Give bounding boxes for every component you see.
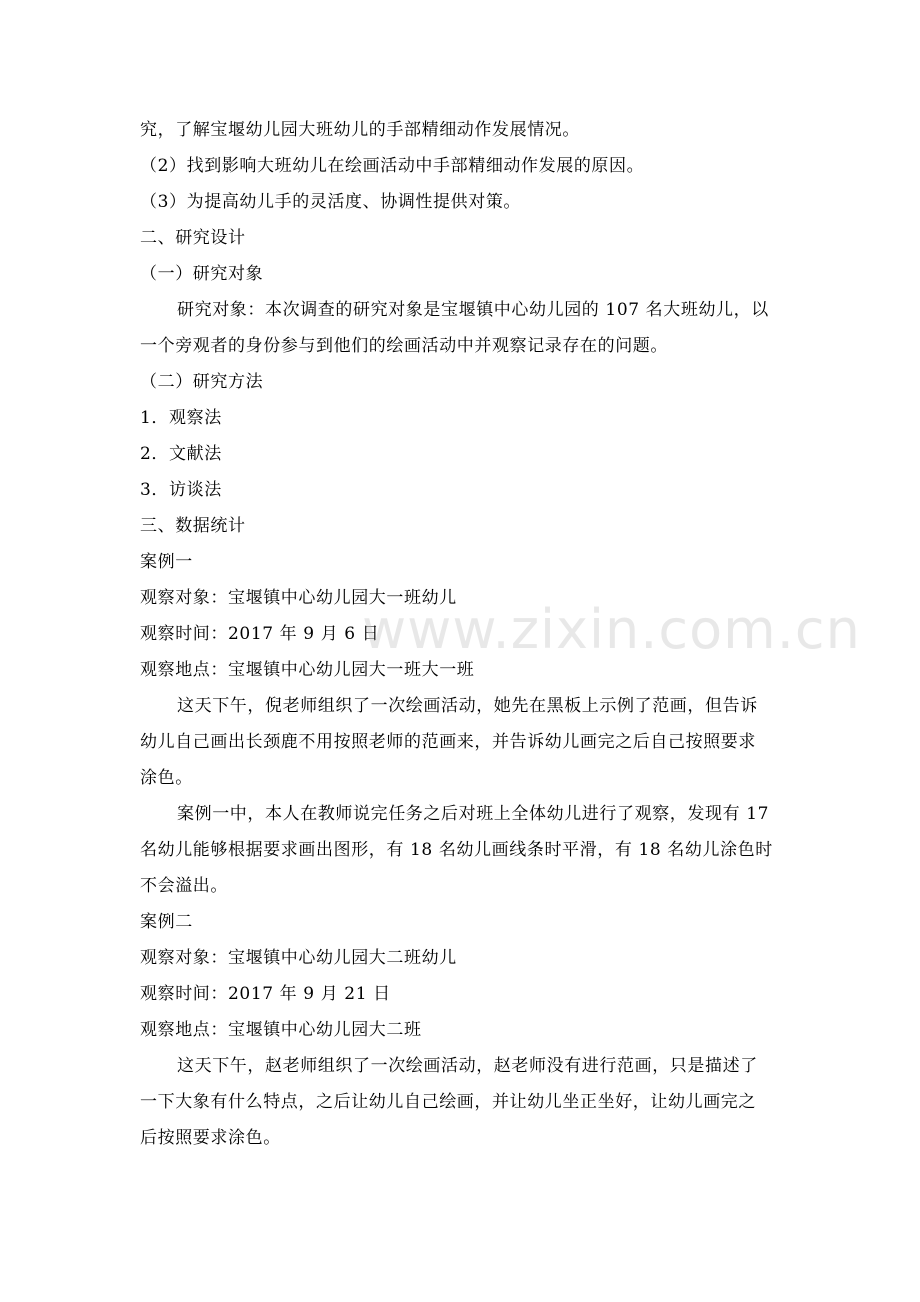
text-line: 幼儿自己画出长颈鹿不用按照老师的范画来，并告诉幼儿画完之后自己按照要求 bbox=[140, 732, 756, 752]
text-line: 究，了解宝堰幼儿园大班幼儿的手部精细动作发展情况。 bbox=[140, 120, 580, 140]
text-line: 研究对象：本次调查的研究对象是宝堰镇中心幼儿园的 107 名大班幼儿，以 bbox=[177, 300, 769, 320]
text-line: 观察对象：宝堰镇中心幼儿园大一班幼儿 bbox=[140, 588, 457, 608]
text-line: 观察时间：2017 年 9 月 6 日 bbox=[140, 624, 380, 644]
list-item: （3）为提高幼儿手的灵活度、协调性提供对策。 bbox=[140, 192, 522, 212]
text-line: 案例一中，本人在教师说完任务之后对班上全体幼儿进行了观察，发现有 17 bbox=[177, 804, 770, 824]
watermark: www.zixin.com.cn bbox=[362, 598, 861, 661]
case-heading: 案例一 bbox=[140, 552, 193, 572]
text-line: 后按照要求涂色。 bbox=[140, 1128, 281, 1148]
text-line: 一个旁观者的身份参与到他们的绘画活动中并观察记录存在的问题。 bbox=[140, 336, 668, 356]
text-line: 涂色。 bbox=[140, 768, 193, 788]
list-item: 3．访谈法 bbox=[140, 480, 222, 500]
text-line: 观察地点：宝堰镇中心幼儿园大一班大一班 bbox=[140, 660, 475, 680]
text-line: 一下大象有什么特点，之后让幼儿自己绘画，并让幼儿坐正坐好，让幼儿画完之 bbox=[140, 1092, 756, 1112]
text-line: 观察对象：宝堰镇中心幼儿园大二班幼儿 bbox=[140, 948, 457, 968]
text-line: 观察时间：2017 年 9 月 21 日 bbox=[140, 984, 391, 1004]
subsection-heading: （一）研究对象 bbox=[140, 264, 264, 284]
list-item: （2）找到影响大班幼儿在绘画活动中手部精细动作发展的原因。 bbox=[140, 156, 645, 176]
subsection-heading: （二）研究方法 bbox=[140, 372, 264, 392]
section-heading: 二、研究设计 bbox=[140, 228, 246, 248]
text-line: 观察地点：宝堰镇中心幼儿园大二班 bbox=[140, 1020, 422, 1040]
case-heading: 案例二 bbox=[140, 912, 193, 932]
text-line: 这天下午，倪老师组织了一次绘画活动，她先在黑板上示例了范画，但告诉 bbox=[177, 696, 758, 716]
text-line: 名幼儿能够根据要求画出图形，有 18 名幼儿画线条时平滑，有 18 名幼儿涂色时 bbox=[140, 840, 773, 860]
list-item: 2．文献法 bbox=[140, 444, 222, 464]
text-line: 不会溢出。 bbox=[140, 876, 228, 896]
list-item: 1．观察法 bbox=[140, 408, 222, 428]
text-line: 这天下午，赵老师组织了一次绘画活动，赵老师没有进行范画，只是描述了 bbox=[177, 1056, 758, 1076]
section-heading: 三、数据统计 bbox=[140, 516, 246, 536]
